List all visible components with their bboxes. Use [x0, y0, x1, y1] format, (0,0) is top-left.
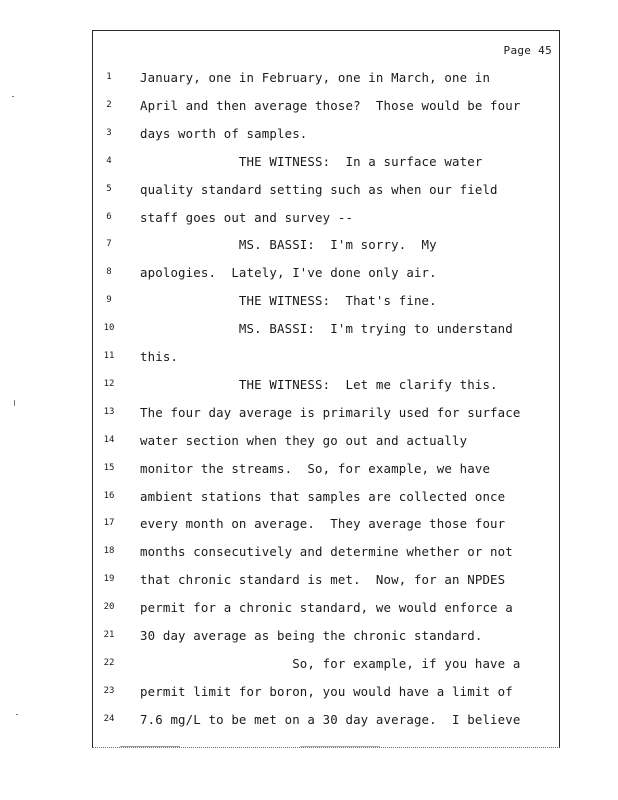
transcript-line — [0, 376, 618, 407]
line-text: So, for example, if you have a — [140, 655, 521, 671]
line-number: 21 — [103, 630, 115, 640]
line-number: 2 — [106, 99, 112, 110]
page-number: Page 45 — [503, 44, 552, 57]
transcript-line — [0, 683, 618, 714]
line-text: MS. BASSI: I'm trying to understand — [140, 321, 513, 337]
line-number: 22 — [103, 657, 115, 668]
line-number: 20 — [103, 602, 115, 613]
scan-speck — [300, 746, 380, 747]
line-text: monitor the streams. So, for example, we have — [140, 460, 491, 476]
line-text: permit limit for boron, you would have a limit of — [140, 683, 513, 699]
line-text: THE WITNESS: That's fine. — [140, 293, 437, 309]
scan-speck — [16, 714, 18, 715]
line-number: 16 — [103, 490, 115, 501]
line-text: THE WITNESS: In a surface water — [140, 153, 483, 169]
line-number: 1 — [106, 72, 112, 82]
line-number: 15 — [103, 462, 115, 473]
line-text: this. — [140, 349, 179, 364]
scan-speck — [120, 746, 180, 747]
line-text: every month on average. They average those four — [140, 516, 506, 532]
transcript-line — [0, 404, 618, 435]
line-number: 14 — [103, 434, 115, 445]
transcript-line — [0, 574, 618, 602]
line-text: quality standard setting such as when our field — [140, 181, 498, 197]
line-text: days worth of samples. — [140, 125, 308, 141]
scan-speck — [12, 96, 14, 97]
transcript-line — [0, 655, 618, 686]
transcript-line — [0, 546, 618, 574]
transcript-line — [0, 488, 618, 519]
line-number: 12 — [103, 378, 115, 389]
line-number: 23 — [103, 685, 115, 696]
transcript-line — [0, 630, 618, 658]
transcript-line — [0, 209, 618, 240]
transcript-line — [0, 239, 618, 267]
line-number: 6 — [106, 211, 112, 222]
line-text: apologies. Lately, I've done only air. — [140, 265, 437, 281]
line-text: that chronic standard is met. Now, for an NPDES — [140, 572, 506, 588]
transcript-line — [0, 711, 618, 742]
line-number: 5 — [106, 183, 112, 194]
line-number: 18 — [103, 546, 115, 557]
line-text: water section when they go out and actually — [140, 432, 468, 448]
transcript-line — [0, 153, 618, 184]
transcript-line — [0, 460, 618, 491]
line-text: ambient stations that samples are collected once — [140, 488, 506, 504]
line-number: 3 — [106, 127, 112, 138]
transcript-line — [0, 125, 618, 156]
line-text: January, one in February, one in March, one in — [140, 70, 491, 85]
line-number: 24 — [103, 713, 115, 724]
line-number: 13 — [103, 406, 115, 417]
transcript-line — [0, 323, 618, 351]
line-text: The four day average is primarily used for surface — [140, 404, 521, 420]
line-text: 7.6 mg/L to be met on a 30 day average. I believe — [140, 711, 521, 727]
line-text: MS. BASSI: I'm sorry. My — [140, 237, 437, 253]
line-text: months consecutively and determine whether or not — [140, 544, 513, 560]
transcript-line — [0, 518, 618, 546]
scan-speck — [14, 400, 15, 406]
line-number: 19 — [103, 574, 115, 585]
transcript-line — [0, 181, 618, 212]
line-number: 9 — [106, 295, 112, 306]
line-text: 30 day average as being the chronic standard. — [140, 628, 483, 643]
transcript-line — [0, 267, 618, 295]
transcript-line — [0, 602, 618, 630]
transcript-line — [0, 295, 618, 323]
line-number: 8 — [106, 267, 112, 278]
line-number: 11 — [103, 351, 115, 361]
transcript-line — [0, 432, 618, 463]
transcript-line — [0, 72, 618, 100]
line-text: staff goes out and survey -- — [140, 209, 354, 225]
line-number: 17 — [103, 518, 115, 529]
line-number: 10 — [103, 323, 115, 334]
line-number: 7 — [106, 239, 112, 250]
transcript-line — [0, 97, 618, 128]
line-number: 4 — [106, 155, 112, 166]
line-text: THE WITNESS: Let me clarify this. — [140, 376, 498, 392]
transcript-line — [0, 351, 618, 379]
line-text: permit for a chronic standard, we would enforce a — [140, 600, 513, 616]
line-text: April and then average those? Those would be four — [140, 97, 521, 113]
